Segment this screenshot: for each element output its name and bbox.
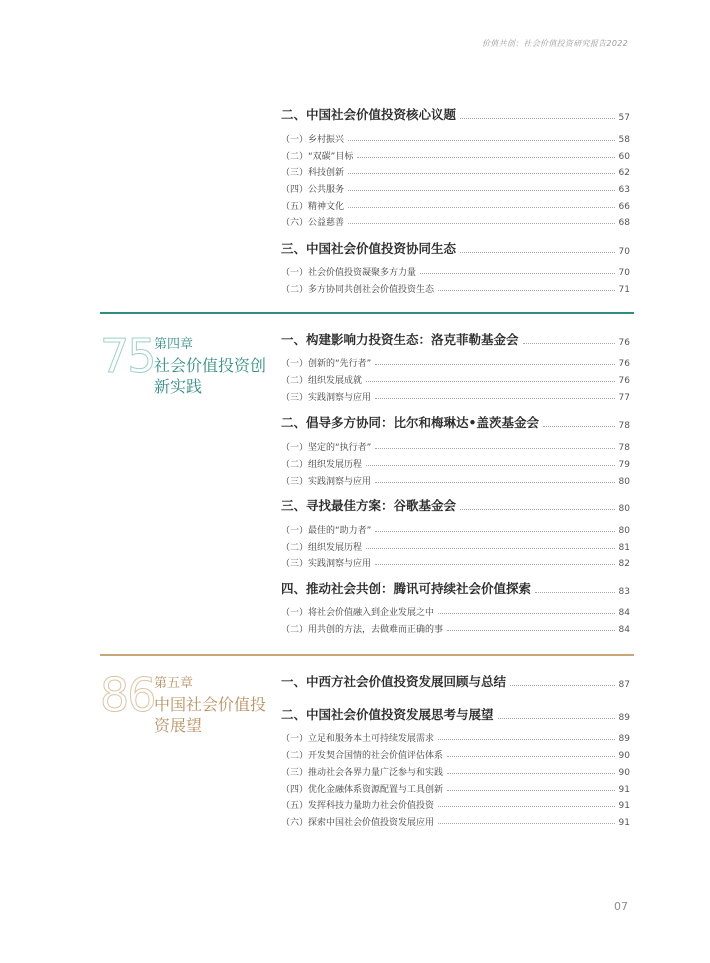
toc-section-title: 一、构建影响力投资生态：洛克菲勒基金会	[281, 332, 519, 347]
toc-item-title: （六）探索中国社会价值投资发展应用	[281, 818, 435, 828]
toc-item-title: （四）公共服务	[281, 185, 345, 195]
toc-page-number: 76	[618, 338, 630, 348]
toc-section[interactable]	[281, 415, 630, 431]
toc-item[interactable]	[281, 437, 630, 453]
leader-dots	[348, 207, 615, 208]
toc-item[interactable]	[281, 745, 630, 761]
toc-item-title: （五）发挥科技力量助力社会价值投资	[281, 801, 435, 811]
toc-item[interactable]	[281, 812, 630, 828]
leader-dots	[366, 465, 615, 466]
leader-dots	[460, 509, 615, 510]
leader-dots	[447, 756, 615, 757]
toc-item[interactable]	[281, 262, 630, 278]
toc-page-number: 90	[618, 751, 630, 761]
toc-item[interactable]	[281, 728, 630, 744]
leader-dots	[375, 448, 614, 449]
toc-item-title: （三）实践洞察与应用	[281, 393, 372, 403]
toc-section[interactable]	[281, 707, 630, 723]
toc-section[interactable]	[281, 332, 630, 348]
toc-page-number: 68	[618, 218, 630, 228]
toc-section[interactable]	[281, 241, 630, 257]
toc-section-title: 二、倡导多方协同：比尔和梅琳达•盖茨基金会	[281, 415, 539, 430]
toc-section-title: 二、中国社会价值投资核心议题	[281, 107, 457, 122]
toc-section[interactable]	[281, 498, 630, 514]
leader-dots	[498, 718, 615, 719]
toc-page-number: 81	[618, 543, 630, 553]
toc-item[interactable]	[281, 196, 630, 212]
toc-item[interactable]	[281, 179, 630, 195]
toc-item-title: （二）组织发展历程	[281, 543, 363, 553]
leader-dots	[357, 157, 614, 158]
leader-dots	[375, 364, 614, 365]
leader-dots	[438, 806, 615, 807]
leader-dots	[447, 773, 615, 774]
leader-dots	[375, 482, 615, 483]
toc-item[interactable]	[281, 619, 630, 635]
toc-page-number: 70	[618, 247, 630, 257]
toc-item-title: （三）实践洞察与应用	[281, 477, 372, 487]
toc-page-number: 87	[618, 680, 630, 690]
toc-page-number: 63	[618, 185, 630, 195]
toc-item[interactable]	[281, 146, 630, 162]
toc-item-title: （二）组织发展成就	[281, 376, 363, 386]
running-header: 价值共创：社会价值投资研究报告2022	[481, 39, 628, 48]
toc-item[interactable]	[281, 454, 630, 470]
toc-page-number: 90	[618, 768, 630, 778]
chapter-label: 第五章	[154, 676, 194, 691]
toc-item-title: （四）优化金融体系资源配置与工具创新	[281, 785, 444, 795]
toc-page-number: 91	[618, 801, 630, 811]
leader-dots	[348, 173, 615, 174]
toc-page-number: 79	[618, 460, 630, 470]
toc-section-title: 四、推动社会共创：腾讯可持续社会价值探索	[281, 581, 532, 596]
leader-dots	[438, 290, 615, 291]
leader-dots	[375, 531, 614, 532]
toc-item-title: （三）实践洞察与应用	[281, 559, 372, 569]
toc-page-number: 80	[618, 504, 630, 514]
toc-item-title: （一）创新的“先行者”	[281, 359, 372, 369]
toc-item-title: （六）公益慈善	[281, 218, 345, 228]
toc-item-title: （一）最佳的“助力者”	[281, 526, 372, 536]
toc-item[interactable]	[281, 520, 630, 536]
toc-section-title: 三、寻找最佳方案：谷歌基金会	[281, 498, 457, 513]
chapter-divider	[100, 654, 634, 656]
toc-page-number: 91	[618, 785, 630, 795]
toc-item-title: （一）社会价值投资凝聚多方力量	[281, 268, 417, 278]
toc-item-title: （三）推动社会各界力量广泛参与和实践	[281, 768, 444, 778]
toc-item-title: （二）用共创的方法，去做难而正确的事	[281, 625, 444, 635]
toc-item[interactable]	[281, 370, 630, 386]
leader-dots	[348, 190, 615, 191]
leader-dots	[438, 823, 615, 824]
toc-page-number: 78	[618, 443, 630, 453]
toc-page-number: 76	[618, 359, 630, 369]
toc-item[interactable]	[281, 779, 630, 795]
toc-item[interactable]	[281, 471, 630, 487]
leader-dots	[510, 685, 615, 686]
toc-page-number: 57	[618, 113, 630, 123]
leader-dots	[438, 613, 615, 614]
toc-page-number: 80	[618, 477, 630, 487]
toc-page-number: 58	[618, 135, 630, 145]
chapter-label: 第四章	[154, 337, 194, 352]
chapter-divider	[100, 312, 634, 314]
toc-page-number: 83	[618, 587, 630, 597]
toc-item-title: （三）科技创新	[281, 168, 345, 178]
toc-page-number: 66	[618, 202, 630, 212]
toc-page-number: 76	[618, 376, 630, 386]
chapter-title: 社会价值投资创新实践	[154, 356, 267, 396]
leader-dots	[348, 223, 615, 224]
leader-dots	[375, 564, 615, 565]
toc-item[interactable]	[281, 553, 630, 569]
chapter-number: 75	[100, 329, 155, 383]
toc-section[interactable]	[281, 581, 630, 597]
toc-section-title: 三、中国社会价值投资协同生态	[281, 241, 457, 256]
toc-page-number: 71	[618, 285, 630, 295]
chapter-title: 中国社会价值投资展望	[154, 695, 267, 735]
toc-item-title: （一）立足和服务本土可持续发展需求	[281, 734, 435, 744]
toc-item-title: （二）组织发展历程	[281, 460, 363, 470]
page-number: 07	[614, 900, 628, 913]
toc-item-title: （一）将社会价值融入到企业发展之中	[281, 608, 435, 618]
toc-page-number: 77	[618, 393, 630, 403]
leader-dots	[420, 273, 615, 274]
toc-page-number: 84	[618, 608, 630, 618]
toc-item-title: （一）坚定的“执行者”	[281, 443, 372, 453]
leader-dots	[366, 381, 615, 382]
toc-item[interactable]	[281, 162, 630, 178]
toc-item[interactable]	[281, 387, 630, 403]
leader-dots	[348, 140, 615, 141]
toc-section-title: 一、中西方社会价值投资发展回顾与总结	[281, 674, 507, 689]
toc-item[interactable]	[281, 129, 630, 145]
leader-dots	[543, 426, 615, 427]
leader-dots	[460, 252, 615, 253]
toc-page-number: 62	[618, 168, 630, 178]
toc-page-number: 91	[618, 818, 630, 828]
toc-section[interactable]	[281, 107, 630, 123]
toc-item-title: （五）精神文化	[281, 202, 345, 212]
leader-dots	[523, 343, 615, 344]
toc-item[interactable]	[281, 279, 630, 295]
toc-page-number: 82	[618, 559, 630, 569]
toc-item[interactable]	[281, 795, 630, 811]
toc-item[interactable]	[281, 353, 630, 369]
toc-item-title: （二）多方协同共创社会价值投资生态	[281, 285, 435, 295]
toc-page-number: 78	[618, 421, 630, 431]
toc-section[interactable]	[281, 674, 630, 690]
toc-page-number: 89	[618, 713, 630, 723]
leader-dots	[460, 118, 615, 119]
toc-item-title: （二）“双碳”目标	[281, 152, 354, 162]
toc-section-title: 二、中国社会价值投资发展思考与展望	[281, 707, 494, 722]
chapter-number: 86	[100, 668, 155, 722]
leader-dots	[438, 739, 615, 740]
toc-item-title: （一）乡村振兴	[281, 135, 345, 145]
toc-page-number: 84	[618, 625, 630, 635]
toc-page-number: 80	[618, 526, 630, 536]
leader-dots	[447, 790, 615, 791]
toc-item[interactable]	[281, 762, 630, 778]
toc-page-number: 60	[618, 152, 630, 162]
toc-page-number: 89	[618, 734, 630, 744]
leader-dots	[375, 398, 615, 399]
toc-item-title: （二）开发契合国情的社会价值评估体系	[281, 751, 444, 761]
toc-item[interactable]	[281, 602, 630, 618]
toc-page-number: 70	[618, 268, 630, 278]
leader-dots	[535, 592, 615, 593]
toc-item[interactable]	[281, 212, 630, 228]
toc-item[interactable]	[281, 537, 630, 553]
leader-dots	[366, 548, 615, 549]
leader-dots	[447, 630, 615, 631]
